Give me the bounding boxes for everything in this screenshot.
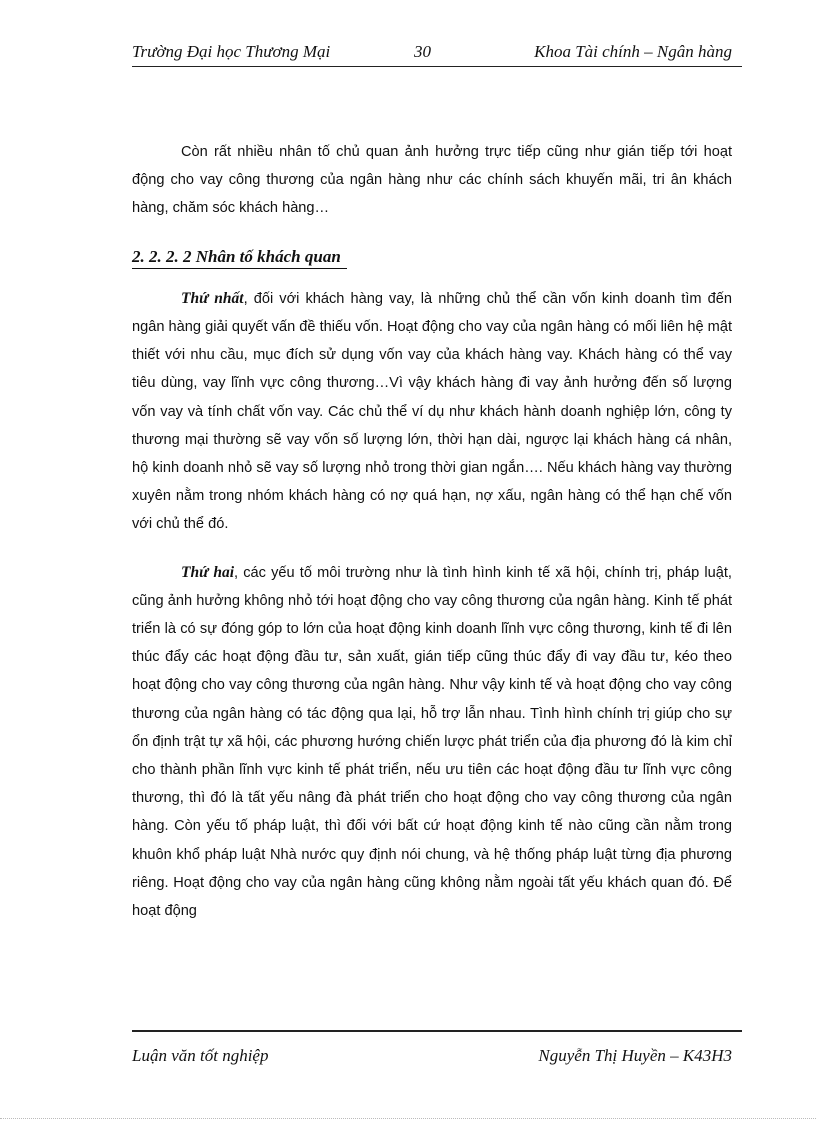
paragraph-text-second: , các yếu tố môi trường như là tình hình kinh tế xã hội, chính trị, pháp luật, cũng ảnh hưởng không nhỏ tới hoạt động cho vay công thương của ngân hàng. Kinh tế phát triển là có sự đóng góp to lớn của hoạt động kinh doanh lĩnh vực công thương, kinh tế đi lên thúc đẩy các hoạt động đầu tư, sản xuất, gián tiếp cũng thúc đẩy đi vay đầu tư, kéo theo hoạt động cho vay công thương của ngân hàng. Như vậy kinh tế và hoạt động cho vay công thương của ngân hàng có tác động qua lại, hỗ trợ lẫn nhau. Tình hình chính trị giúp cho sự ổn định trật tự xã hội, các phương hướng chiến lược phát triển của địa phương đó là kim chỉ cho thành phần lĩnh vực kinh tế phát triển, nếu ưu tiên các hoạt động đầu tư lĩnh vực công thương, thì đó là tất yếu nâng đà phát triển cho hoạt động cho vay công thương của ngân hàng. Còn yếu tố pháp luật, thì đối với bất cứ hoạt động kinh tế nào cũng cần nằm trong khuôn khổ pháp luật Nhà nước quy định nói chung, và hệ thống pháp luật từng địa phương riêng. Hoạt động cho vay của ngân hàng cũng không nằm ngoài tất yếu khách quan đó. Để hoạt động <box>132 564 732 920</box>
header-divider <box>132 66 742 67</box>
paragraph-first-factor <box>132 285 732 539</box>
page-footer <box>132 1046 732 1070</box>
paragraph-text-first: , đối với khách hàng vay, là những chủ thể cần vốn kinh doanh tìm đến ngân hàng giải quyết vấn đề thiếu vốn. Hoạt động cho vay của ngân hàng có mối liên hệ mật thiết với nhu cầu, mục đích sử dụng vốn vay của khách hàng vay. Khách hàng có thể vay tiêu dùng, vay lĩnh vực công thương…Vì vậy khách hàng đi vay ảnh hưởng đến số lượng vốn vay và tính chất vốn vay. Các chủ thể ví dụ như khách hành doanh nghiệp lớn, công ty thương mại thường sẽ vay vốn số lượng lớn, thời hạn dài, ngược lại khách hàng cá nhân, hộ kinh doanh nhỏ sẽ vay số lượng nhỏ trong thời gian ngắn…. Nếu khách hàng vay thường xuyên nằm trong nhóm khách hàng có nợ quá hạn, nợ xấu, ngân hàng có thể hạn chế vốn với chủ thể đó. <box>132 290 732 533</box>
paragraph-lead-second: Thứ hai <box>181 563 235 581</box>
page-body <box>132 138 732 925</box>
page-edge-dotted-line <box>0 1118 816 1119</box>
intro-paragraph: Còn rất nhiều nhân tố chủ quan ảnh hưởng trực tiếp cũng như gián tiếp tới hoạt động cho vay công thương của ngân hàng như các chính sách khuyến mãi, tri ân khách hàng, chăm sóc khách hàng… <box>132 144 732 217</box>
page-header <box>132 40 732 64</box>
header-university: Trường Đại học Thương Mại <box>132 42 331 61</box>
footer-thesis-label: Luận văn tốt nghiệp <box>132 1046 269 1065</box>
paragraph-lead-first: Thứ nhất <box>181 289 244 307</box>
section-heading-text: 2. 2. 2. 2 Nhân tố khách quan <box>132 247 347 269</box>
header-page-number: 30 <box>414 42 431 61</box>
paragraph-second-factor <box>132 559 732 926</box>
footer-divider <box>132 1030 742 1032</box>
header-faculty: Khoa Tài chính – Ngân hàng <box>534 42 732 61</box>
section-heading <box>132 243 732 271</box>
footer-author: Nguyễn Thị Huyền – K43H3 <box>538 1046 732 1065</box>
